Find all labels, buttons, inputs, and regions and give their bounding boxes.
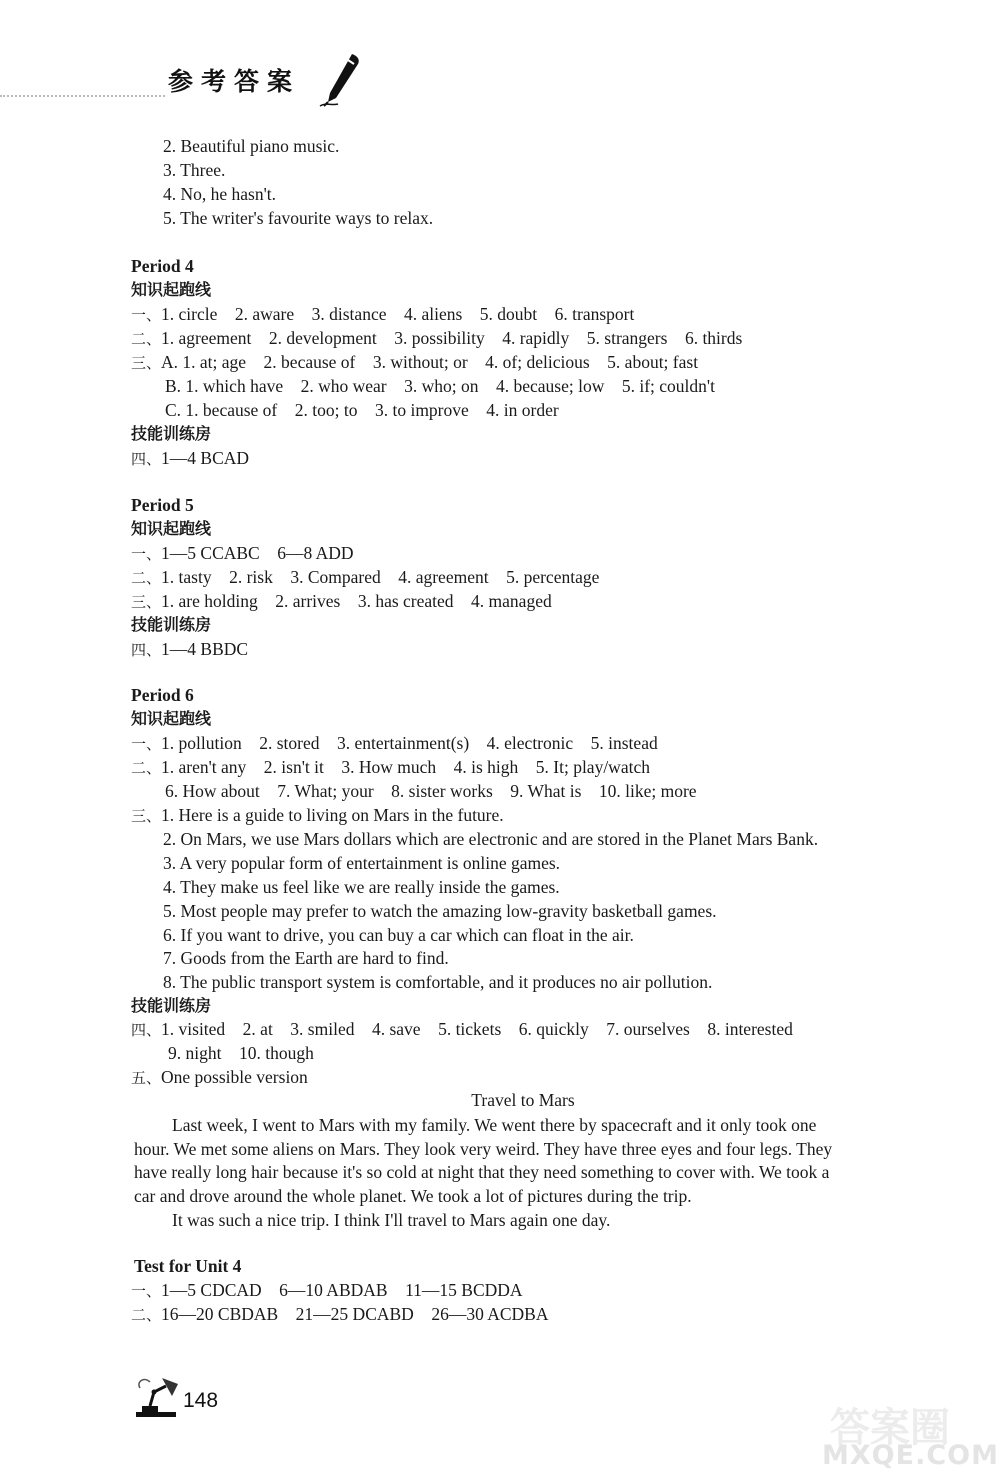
period-5-part-3 [131, 589, 552, 614]
test-unit-4-heading: Test for Unit 4 [134, 1256, 242, 1276]
period-6-part-4-cont: 9. night 10. though [168, 1043, 314, 1063]
section-marker: 二、 [131, 330, 162, 348]
answer-line: 4. They make us feel like we are really inside the games. [163, 877, 560, 897]
period-5-part-2 [131, 565, 599, 590]
answer-text: 1. are holding 2. arrives 3. has created 4. managed [161, 591, 552, 611]
period-5-subheading-2: 技能训练房 [131, 615, 212, 634]
section-marker: 五、 [131, 1069, 162, 1087]
period-4-subheading-2: 技能训练房 [131, 424, 212, 443]
section-marker: 二、 [131, 569, 162, 587]
answer-line: 6. If you want to drive, you can buy a car which can float in the air. [163, 925, 634, 945]
essay-line: have really long hair because it's so cold at night that they need something to cover with. We took a [134, 1162, 830, 1182]
essay-line: hour. We met some aliens on Mars. They look very weird. They have three eyes and four legs. They [134, 1139, 833, 1159]
period-6-subheading-1: 知识起跑线 [131, 709, 212, 728]
answer-text: 1. aren't any 2. isn't it 3. How much 4. is high 5. It; play/watch [161, 757, 650, 777]
answer-line: 7. Goods from the Earth are hard to find. [163, 948, 449, 968]
period-6-part-2 [131, 755, 650, 780]
pen-icon [318, 52, 362, 108]
period-5-subheading-1: 知识起跑线 [131, 519, 212, 538]
answer-text: 1. tasty 2. risk 3. Compared 4. agreement 5. percentage [161, 567, 600, 587]
answer-line: 5. Most people may prefer to watch the amazing low-gravity basketball games. [163, 901, 717, 921]
section-marker: 三、 [131, 593, 162, 611]
answer-text: 1—4 BCAD [161, 448, 250, 468]
header-divider [0, 95, 165, 97]
period-4-heading: Period 4 [131, 256, 194, 276]
answer-text: 1. Here is a guide to living on Mars in the future. [161, 805, 504, 825]
essay-line: Last week, I went to Mars with my family. We went there by spacecraft and it only took one [172, 1115, 817, 1135]
answer-text: 1. pollution 2. stored 3. entertainment(s) 4. electronic 5. instead [161, 733, 658, 753]
section-marker: 四、 [131, 641, 162, 659]
answer-text: 1. visited 2. at 3. smiled 4. save 5. tickets 6. quickly 7. ourselves 8. interested [161, 1019, 793, 1039]
period-4-subheading-1: 知识起跑线 [131, 280, 212, 299]
period-6-part-4 [131, 1017, 793, 1042]
section-marker: 一、 [131, 735, 162, 753]
answer-text: 1. agreement 2. development 3. possibility 4. rapidly 5. strangers 6. thirds [161, 328, 743, 348]
answer-text: 1. circle 2. aware 3. distance 4. aliens 5. doubt 6. transport [161, 304, 635, 324]
period-6-heading: Period 6 [131, 685, 194, 705]
answer-line: 3. A very popular form of entertainment is online games. [163, 853, 561, 873]
period-5-part-4 [131, 637, 248, 662]
section-marker: 一、 [131, 1282, 162, 1300]
section-marker: 一、 [131, 545, 162, 563]
essay-line: It was such a nice trip. I think I'll travel to Mars again one day. [172, 1210, 611, 1230]
answer-line: 3. Three. [163, 160, 226, 180]
answer-line: 8. The public transport system is comfortable, and it produces no air pollution. [163, 972, 713, 992]
section-marker: 二、 [131, 1306, 162, 1324]
essay-title: Travel to Mars [471, 1090, 575, 1110]
period-6-part-1 [131, 731, 658, 756]
period-5-part-1 [131, 541, 354, 566]
section-marker: 三、 [131, 807, 162, 825]
page-header-title: 参考答案 [168, 67, 301, 96]
answer-text: 16—20 CBDAB 21—25 DCABD 26—30 ACDBA [161, 1304, 549, 1324]
essay-line: car and drove around the whole planet. We took a lot of pictures during the trip. [134, 1186, 692, 1206]
answer-text: 1—4 BBDC [161, 639, 249, 659]
answer-line: 2. On Mars, we use Mars dollars which are electronic and are stored in the Planet Mars Bank. [163, 829, 819, 849]
answer-text: A. 1. at; age 2. because of 3. without; or 4. of; delicious 5. about; fast [161, 352, 699, 372]
answer-line: 2. Beautiful piano music. [163, 136, 340, 156]
period-6-part-2-cont: 6. How about 7. What; your 8. sister works 9. What is 10. like; more [165, 781, 697, 801]
page-number: 148 [183, 1389, 219, 1412]
period-4-part-3b: B. 1. which have 2. who wear 3. who; on 4. because; low 5. if; couldn't [165, 376, 715, 396]
section-marker: 四、 [131, 1021, 162, 1039]
section-marker: 一、 [131, 306, 162, 324]
section-marker: 二、 [131, 759, 162, 777]
answer-text: 1—5 CCABC 6—8 ADD [161, 543, 354, 563]
watermark-logo: 答案圈 [830, 1405, 950, 1451]
period-4-part-3a [131, 350, 698, 375]
answer-text: 1—5 CDCAD 6—10 ABDAB 11—15 BCDDA [161, 1280, 523, 1300]
watermark-text: MXQE.COM [822, 1440, 999, 1471]
period-6-part-5 [131, 1065, 308, 1090]
period-6-part-3 [131, 803, 504, 828]
period-4-part-1 [131, 302, 634, 327]
desk-lamp-icon [132, 1374, 182, 1418]
test-unit-4-part-2 [131, 1302, 549, 1327]
period-4-part-2 [131, 326, 742, 351]
answer-line: 4. No, he hasn't. [163, 184, 276, 204]
period-4-part-4 [131, 446, 249, 471]
period-4-part-3c: C. 1. because of 2. too; to 3. to improve 4. in order [165, 400, 559, 420]
test-unit-4-part-1 [131, 1278, 523, 1303]
section-marker: 四、 [131, 450, 162, 468]
period-6-subheading-2: 技能训练房 [131, 996, 212, 1015]
section-marker: 三、 [131, 354, 162, 372]
answer-text: One possible version [161, 1067, 308, 1087]
answer-line: 5. The writer's favourite ways to relax. [163, 208, 434, 228]
period-5-heading: Period 5 [131, 495, 194, 515]
